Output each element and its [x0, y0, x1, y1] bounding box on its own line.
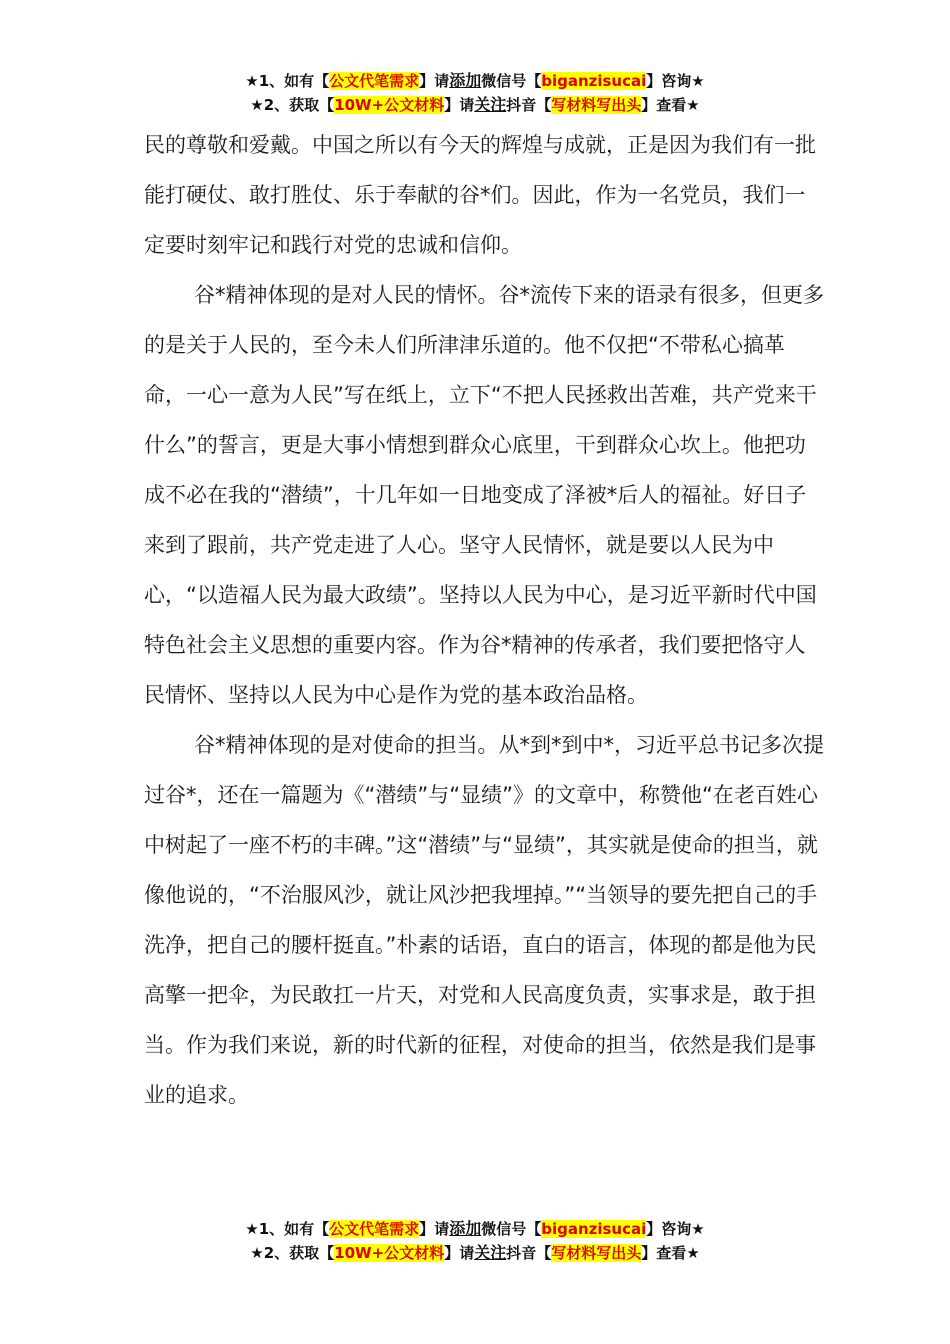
banner-highlight: 10W+公文材料	[334, 96, 445, 114]
banner-text: ★1、如有【	[245, 72, 330, 90]
banner-text: ★2、获取【	[250, 1244, 335, 1262]
banner-text: 】请	[444, 96, 475, 114]
banner-highlight: 10W+公文材料	[334, 1244, 445, 1262]
banner-douyin-id: 写材料写出头	[551, 96, 642, 114]
paragraph: 谷*精神体现的是对人民的情怀。谷*流传下来的语录有很多，但更多的是关于人民的，至今未人们所津津乐道的。他不仅把“不带私心搞革命，一心一意为人民”写在纸上，立下“不把人民拯救出苦难，共产党来干什么”的誓言，更是大事小情想到群众心底里，干到群众心坎上。他把功成不必在我的“潜绩”，十几年如一日地变成了泽被*后人的福祉。好日子来到了跟前，共产党走进了人心。坚守人民情怀，就是要以人民为中心，“以造福人民为最大政绩”。坚持以人民为中心，是习近平新时代中国特色社会主义思想的重要内容。作为谷*精神的传承者，我们要把恪守人民情怀、坚持以人民为中心是作为党的基本政治品格。	[144, 283, 824, 707]
banner-text: 抖音【	[506, 1244, 552, 1262]
banner-text: 】咨询★	[646, 1220, 705, 1238]
banner-text: ★1、如有【	[245, 1220, 330, 1238]
banner-highlight: 公文代笔需求	[329, 72, 420, 90]
banner-text: 】请	[444, 1244, 475, 1262]
banner-underline: 添加	[449, 1219, 482, 1238]
paragraph: 谷*精神体现的是对使命的担当。从*到*到中*，习近平总书记多次提过谷*，还在一篇题为《“潜绩”与“显绩”》的文章中，称赞他“在老百姓心中树起了一座不朽的丰碑。”这“潜绩”与“显绩”，其实就是使命的担当，就像他说的，“不治服风沙，就让风沙把我埋掉。”“当领导的要先把自己的手洗净，把自己的腰杆挺直。”朴素的话语，直白的语言，体现的都是他为民高擎一把伞，为民敢扛一片天，对党和人民高度负责，实事求是，敢于担当。作为我们来说，新的时代新的征程，对使命的担当，依然是我们是事业的追求。	[144, 733, 824, 1107]
banner-wechat-id: biganzisucai	[541, 1220, 647, 1238]
paragraph: 民的尊敬和爱戴。中国之所以有今天的辉煌与成就，正是因为我们有一批能打硬仗、敢打胜仗、乐于奉献的谷*们。因此，作为一名党员，我们一定要时刻牢记和践行对党的忠诚和信仰。	[144, 133, 816, 257]
banner-text: 抖音【	[506, 96, 552, 114]
banner-text: 】查看★	[641, 1244, 700, 1262]
footer-banner-line-2	[0, 1242, 950, 1264]
header-banner-line-1	[0, 70, 950, 92]
banner-underline: 添加	[449, 71, 482, 90]
banner-text: 】请	[419, 72, 450, 90]
banner-underline: 关注	[474, 1243, 507, 1262]
banner-highlight: 公文代笔需求	[329, 1220, 420, 1238]
header-banner-line-2	[0, 94, 950, 116]
banner-text: 】咨询★	[646, 72, 705, 90]
banner-text: 微信号【	[481, 72, 542, 90]
document-body	[144, 120, 824, 1120]
banner-wechat-id: biganzisucai	[541, 72, 647, 90]
banner-douyin-id: 写材料写出头	[551, 1244, 642, 1262]
banner-text: 微信号【	[481, 1220, 542, 1238]
banner-text: 】查看★	[641, 96, 700, 114]
banner-text: 】请	[419, 1220, 450, 1238]
banner-text: ★2、获取【	[250, 96, 335, 114]
footer-banner-line-1	[0, 1218, 950, 1240]
banner-underline: 关注	[474, 95, 507, 114]
